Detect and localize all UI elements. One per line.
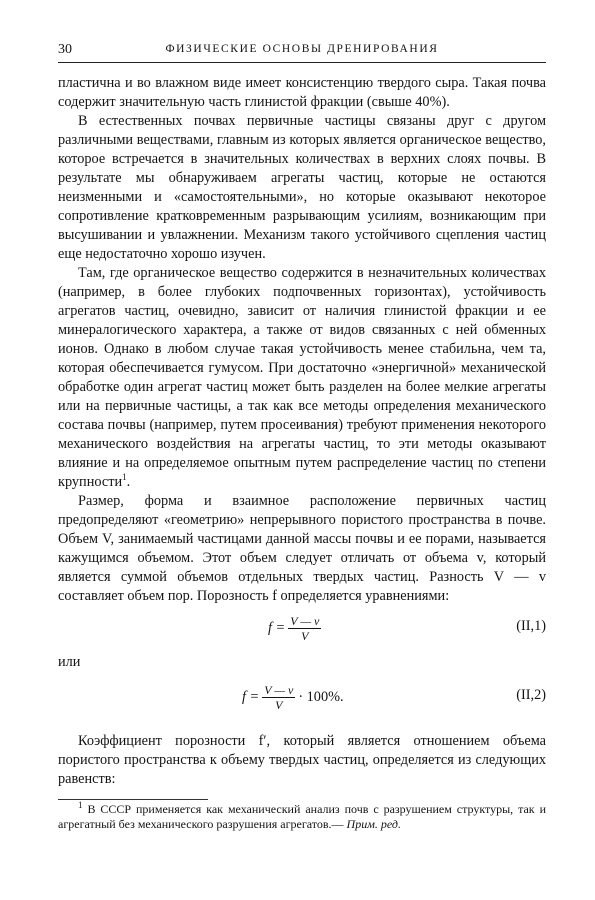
formula-ii-2-lhs: f = xyxy=(242,688,260,705)
formula-ii-2-expression xyxy=(242,678,344,716)
paragraph-5: Коэффициент порозности f′, который является отношением объема пористого пространства к объему твердых частиц, определяется из следующих равенств: xyxy=(58,733,546,787)
formula-ii-2-tail: · 100%. xyxy=(298,688,344,705)
page-body xyxy=(58,74,546,832)
footnote-reference: 1 xyxy=(122,472,127,483)
paragraph-2: В естественных почвах первичные частицы связаны друг с другом различными веществами, главным из которых является органическое вещество, которое встречается в значительных количествах в верхних слоях почвы. В результате мы обнаруживаем агрегаты частиц, которые не остаются неизменными и «самостоятельными», но которые оказывают некоторое сопротивление кратковременным разрывающим усилиям, возникающим при высушивании и увлажнении. Механизм такого устойчивого сцепления частиц еще недостаточно хорошо изучен. xyxy=(58,113,546,262)
paragraph-1: пластична и во влажном виде имеет консистенцию твердого сыра. Такая почва содержит значительную часть глинистой фракции (свыше 40%). xyxy=(58,75,546,110)
paragraph-3-end: . xyxy=(126,474,131,490)
page-number: 30 xyxy=(58,42,72,57)
formula-ii-1-numerator: V — v xyxy=(290,613,320,628)
page-header xyxy=(58,42,546,63)
running-title: ФИЗИЧЕСКИЕ ОСНОВЫ ДРЕНИРОВАНИЯ xyxy=(165,43,439,55)
footnote xyxy=(58,802,546,832)
formula-ii-2-number: (II,2) xyxy=(516,687,546,703)
formula-ii-1-number: (II,1) xyxy=(516,618,546,634)
formula-ii-1-expression xyxy=(268,609,324,647)
formula-ii-1-fraction xyxy=(288,614,321,643)
formula-ii-1 xyxy=(58,609,546,647)
paragraph-4: Размер, форма и взаимное расположение первичных частиц предопределяют «геометрию» непрерывного пористого пространства в почве. Объем V, занимаемый частицами данной массы почвы и ее порами, называется кажущимся объемом. Этот объем следует отличать от объема v, который является суммой объемов отдельных твердых частиц. Разность V — v составляет объем пор. Порозность f определяется уравнениями: xyxy=(58,493,546,604)
or-word: или xyxy=(58,654,81,670)
footnote-marker: 1 xyxy=(78,800,83,810)
formula-ii-2 xyxy=(58,678,546,716)
formula-ii-1-lhs: f = xyxy=(268,619,286,636)
formula-ii-1-denominator: V xyxy=(301,628,309,643)
formula-ii-2-numerator: V — v xyxy=(264,682,294,697)
footnote-text: В СССР применяется как механический анализ почв с разрушением структуры, так и агрегатный без механического разрушения агрегатов.— xyxy=(58,802,546,831)
formula-ii-2-fraction xyxy=(262,683,295,712)
footnote-editor-note: Прим. ред. xyxy=(346,817,401,831)
paragraph-3-text: Там, где органическое вещество содержится в незначительных количествах (например, в более глубоких подпочвенных горизонтах), устойчивость агрегатов частиц, очевидно, зависит от наличия глинистой фракции и ее минералогического характера, а также от видов связанных с ней обменных ионов. Однако в любом случае такая устойчивость менее стабильна, чем та, которая обеспечивается гумусом. При достаточно «энергичной» механической обработке один агрегат частиц может быть разделен на более мелкие агрегаты или на первичные частицы, а так как все методы определения механического состава почвы (например, путем просеивания) требуют применения некоторого механического воздействия на агрегаты частиц, то эти методы оказывают влияние и на определяемое опытным путем распределение частиц по степени крупности xyxy=(58,265,546,490)
formula-ii-2-denominator: V xyxy=(275,697,283,712)
paragraph-3 xyxy=(58,264,546,492)
